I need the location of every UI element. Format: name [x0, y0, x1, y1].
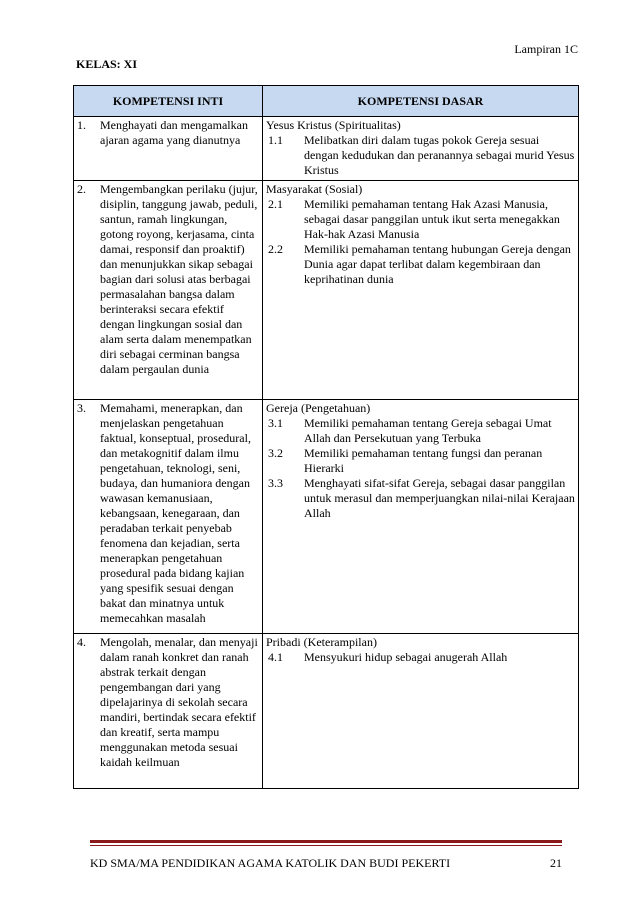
- kd-item-number: 3.1: [268, 416, 283, 430]
- kd-cell: [263, 400, 579, 634]
- kompetensi-table: [73, 85, 579, 789]
- kd-heading: Gereja (Pengetahuan): [266, 401, 371, 415]
- ki-number: 3.: [77, 401, 86, 415]
- col-header-kompetensi-dasar: KOMPETENSI DASAR: [263, 86, 579, 117]
- table-row: [74, 634, 579, 789]
- page-footer: [90, 840, 562, 871]
- table-header-row: [74, 86, 579, 117]
- ki-cell: [74, 400, 263, 634]
- kd-item-number: 4.1: [268, 650, 283, 664]
- page-number: 21: [550, 856, 562, 870]
- kd-item-text: Memiliki pemahaman tentang Hak Azasi Manusia, sebagai dasar panggilan untuk ikut serta menegakkan Hak-hak Azasi Manusia: [304, 197, 560, 241]
- kd-item-text: Melibatkan diri dalam tugas pokok Gereja sesuai dengan kedudukan dan peranannya sebagai murid Yesus Kristus: [304, 133, 575, 177]
- kd-heading: Masyarakat (Sosial): [266, 182, 363, 196]
- ki-text: Memahami, menerapkan, dan menjelaskan pengetahuan faktual, konseptual, prosedural, dan metakognitif dalam ilmu pengetahuan, teknologi, seni, budaya, dan humaniora dengan wawasan kemanusiaan, kebangsaan, kenegaraan, dan peradaban terkait penyebab fenomena dan kejadian, serta menerapkan pengetahuan prosedural pada bidang kajian yang spesifik sesuai dengan bakat dan minatnya untuk memecahkan masalah: [100, 401, 251, 625]
- ki-cell: [74, 181, 263, 400]
- kd-cell: [263, 634, 579, 789]
- lampiran-label: Lampiran 1C: [514, 42, 578, 56]
- ki-text: Menghayati dan mengamalkan ajaran agama yang dianutnya: [100, 118, 248, 147]
- kd-item-number: 3.2: [268, 446, 283, 460]
- kd-item-text: Mensyukuri hidup sebagai anugerah Allah: [304, 650, 508, 664]
- ki-number: 2.: [77, 182, 86, 196]
- ki-number: 4.: [77, 635, 86, 649]
- table-row: [74, 117, 579, 181]
- table-row: [74, 400, 579, 634]
- table-row: [74, 181, 579, 400]
- kd-item-number: 2.2: [268, 242, 283, 256]
- kd-heading: Yesus Kristus (Spiritualitas): [266, 118, 401, 132]
- col-header-kompetensi-inti: KOMPETENSI INTI: [74, 86, 263, 117]
- kd-cell: [263, 181, 579, 400]
- kd-item-number: 3.3: [268, 476, 283, 490]
- ki-cell: [74, 634, 263, 789]
- kd-item-text: Memiliki pemahaman tentang Gereja sebagai Umat Allah dan Persekutuan yang Terbuka: [304, 416, 552, 445]
- footer-rule: [90, 845, 562, 846]
- kd-cell: [263, 117, 579, 181]
- ki-text: Mengolah, menalar, dan menyaji dalam ranah konkret dan ranah abstrak terkait dengan pengembangan dari yang dipelajarinya di sekolah secara mandiri, bertindak secara efektif dan kreatif, serta mampu menggunakan metoda sesuai kaidah keilmuan: [100, 635, 258, 769]
- kd-item-text: Menghayati sifat-sifat Gereja, sebagai dasar panggilan untuk merasul dan memperjuangkan nilai-nilai Kerajaan Allah: [304, 476, 575, 520]
- ki-number: 1.: [77, 118, 86, 132]
- kd-heading: Pribadi (Keterampilan): [266, 635, 377, 649]
- kd-item-text: Memiliki pemahaman tentang hubungan Gereja dengan Dunia agar dapat terlibat dalam kegembiraan dan keprihatinan dunia: [304, 242, 571, 286]
- kd-item-text: Memiliki pemahaman tentang fungsi dan peranan Hierarki: [304, 446, 543, 475]
- ki-text: Mengembangkan perilaku (jujur, disiplin, tanggung jawab, peduli, santun, ramah lingkungan, gotong royong, kerjasama, cinta damai, responsif dan proaktif) dan menunjukkan sikap sebagai bagian dari solusi atas berbagai permasalahan bangsa dalam berinteraksi secara efektif dengan lingkungan sosial dan alam serta dalam menempatkan diri sebagai cerminan bangsa dalam pergaulan dunia: [100, 182, 258, 376]
- kd-item-number: 1.1: [268, 133, 283, 147]
- footer-title: KD SMA/MA PENDIDIKAN AGAMA KATOLIK DAN BUDI PEKERTI: [90, 856, 451, 870]
- ki-cell: [74, 117, 263, 181]
- kd-item-number: 2.1: [268, 197, 283, 211]
- kelas-heading: KELAS: XI: [76, 57, 138, 71]
